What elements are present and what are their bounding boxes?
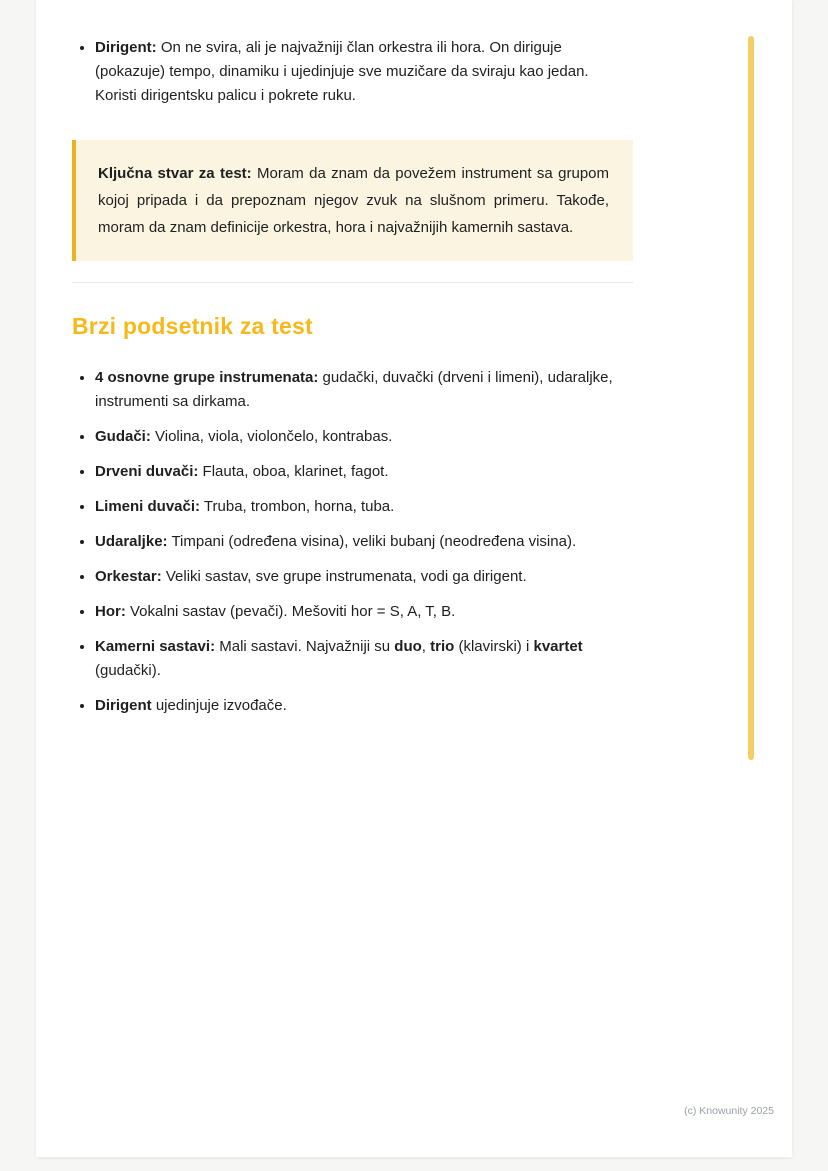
list-item [95,460,633,484]
callout-paragraph [98,160,609,241]
callout-term: Ključna stvar za test: [98,165,252,182]
key-point-callout [72,140,633,261]
list-item [95,425,633,449]
intro-term: Dirigent: [95,39,157,56]
list-item-dirigent [95,36,633,108]
list-item [95,530,633,554]
item-term: Orkestar: [95,568,162,585]
callout-text: Moram da znam da povežem instrument sa grupom kojoj pripada i da prepoznam njegov zvuk na slušnom primeru. Takođe, moram da znam definicije orkestra, hora i najvažnijih kamernih sastava. [98,165,609,236]
item-text: Violina, viola, violončelo, kontrabas. [150,428,393,445]
item-text: ujedinjuje izvođače. [151,697,287,714]
item-term: Dirigent [95,697,152,714]
item-term: Gudači: [95,428,151,445]
yellow-accent-bar [748,36,754,760]
item-text: (klavirski) i [454,638,534,655]
item-text: Vokalni sastav (pevači). Mešoviti hor = S, A, T, B. [125,603,456,620]
list-item [95,635,633,683]
section-title: Brzi podsetnik za test [72,313,313,339]
item-text: gudački, duvački (drveni i limeni), udaraljke, instrumenti sa dirkama. [95,369,613,410]
item-term: 4 osnovne grupe instrumenata: [95,369,319,386]
item-term: duo [394,638,422,655]
summary-list [72,366,633,718]
intro-text: On ne svira, ali je najvažniji član orkestra ili hora. On diriguje (pokazuje) tempo, dinamiku i ujedinjuje sve muzičare da sviraju kao jedan. Koristi dirigentsku palicu i pokrete ruku. [95,39,589,104]
item-text: , [421,638,431,655]
item-term: Udaraljke: [95,533,168,550]
item-text: (gudački). [95,662,161,679]
item-term: Hor: [95,603,126,620]
section-divider [72,282,633,283]
list-item [95,600,633,624]
page-card [36,0,792,1157]
item-text: Mali sastavi. Najvažniji su [215,638,395,655]
list-item [95,366,633,414]
item-term: Limeni duvači: [95,498,201,515]
list-item [95,495,633,519]
item-term: trio [430,638,455,655]
footer-credit: (c) Knowunity 2025 [684,1105,774,1117]
item-term: Kamerni sastavi: [95,638,216,655]
item-text: Timpani (određena visina), veliki bubanj (neodređena visina). [167,533,577,550]
item-text: Flauta, oboa, klarinet, fagot. [198,463,389,480]
list-item [95,565,633,589]
page-content [36,0,633,718]
item-text: Veliki sastav, sve grupe instrumenata, vodi ga dirigent. [161,568,527,585]
item-term: kvartet [533,638,583,655]
item-term: Drveni duvači: [95,463,199,480]
intro-list [72,36,633,108]
list-item [95,694,633,718]
item-text: Truba, trombon, horna, tuba. [200,498,395,515]
